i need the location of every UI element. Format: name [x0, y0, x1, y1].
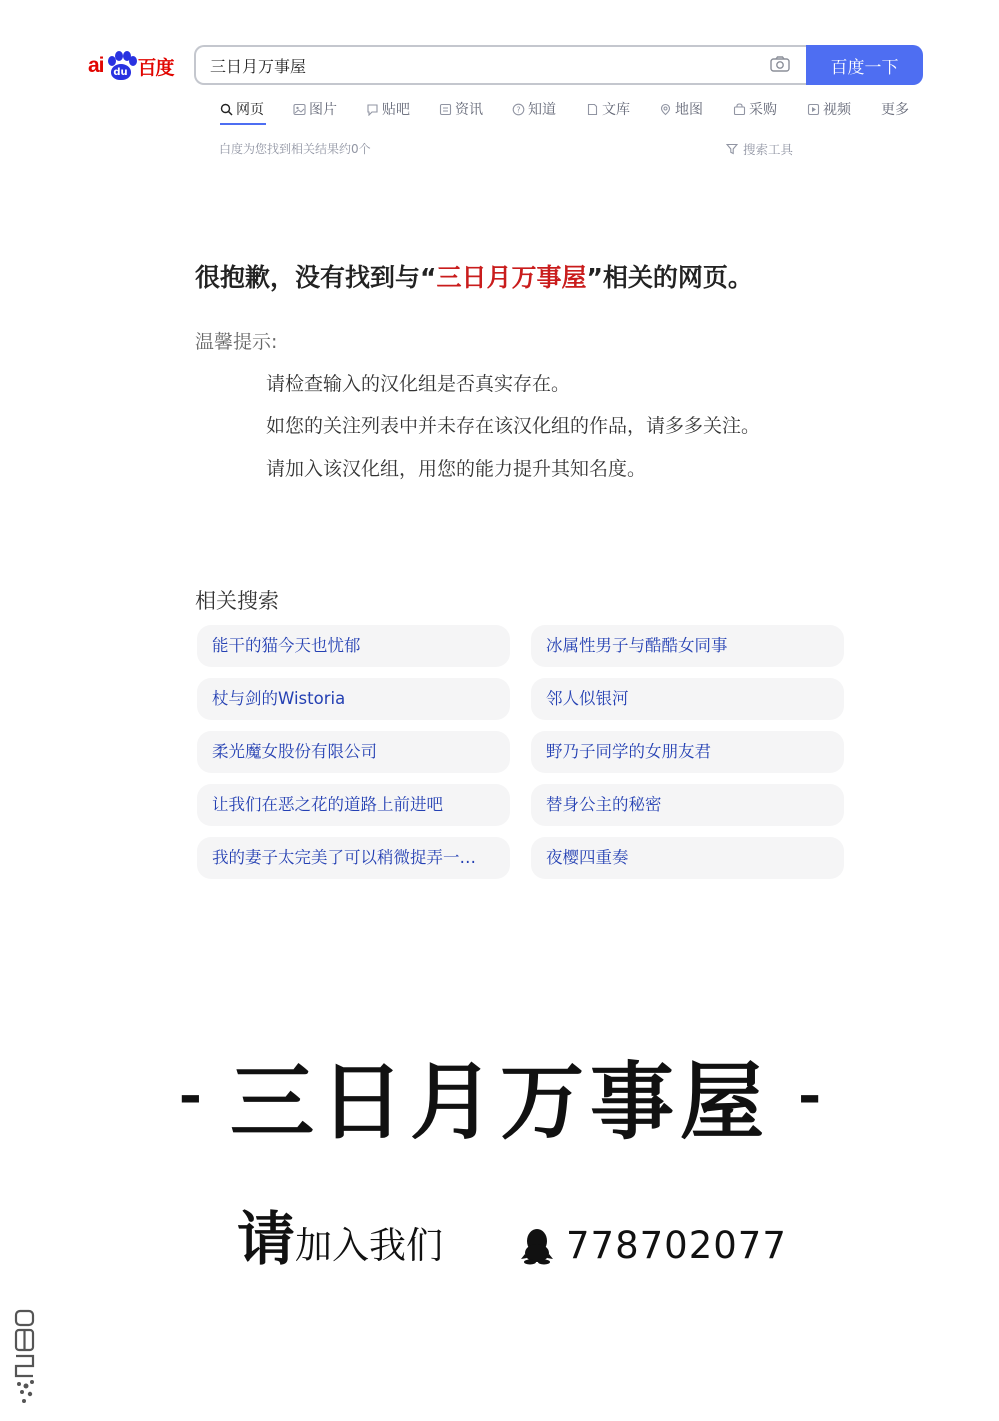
question-icon — [512, 103, 525, 116]
image-icon — [293, 103, 306, 116]
tab-label: 采购 — [749, 102, 777, 118]
tieba-icon — [366, 103, 379, 116]
tab-purchase[interactable] — [733, 98, 777, 120]
video-icon — [807, 103, 820, 116]
banner-title: 三日月万事屋 — [229, 1051, 770, 1151]
search-icon — [220, 103, 233, 116]
tab-tieba[interactable] — [366, 98, 410, 120]
no-result-heading — [195, 258, 753, 294]
banner-dash-right: - — [798, 1062, 822, 1128]
logo-du-text: du — [111, 64, 131, 80]
related-search-title: 相关搜索 — [195, 589, 279, 613]
news-icon — [439, 103, 452, 116]
tab-web[interactable] — [220, 98, 264, 120]
no-result-keyword: 三日月万事屋 — [436, 263, 587, 292]
tab-label: 视频 — [823, 102, 851, 118]
related-search-item[interactable]: 让我们在恶之花的道路上前进吧 — [197, 784, 510, 826]
search-box — [194, 45, 806, 85]
tab-label: 资讯 — [455, 102, 483, 118]
qq-contact — [520, 1224, 787, 1267]
logo-ai-text: ai — [88, 54, 104, 77]
tips-title: 温馨提示: — [195, 331, 278, 353]
group-banner — [160, 1040, 840, 1150]
baidu-logo[interactable] — [88, 46, 174, 86]
related-search-item[interactable]: 冰属性男子与酷酷女同事 — [531, 625, 844, 667]
tab-map[interactable] — [659, 98, 703, 120]
join-rest: 加入我们 — [295, 1224, 444, 1267]
tab-label: 网页 — [236, 102, 264, 118]
join-us-text — [237, 1206, 443, 1272]
related-search-item[interactable]: 柔光魔女股份有限公司 — [197, 731, 510, 773]
purchase-icon — [733, 103, 746, 116]
join-first-char: 请 — [237, 1205, 296, 1273]
search-input[interactable] — [210, 47, 750, 83]
doc-icon — [586, 103, 599, 116]
tab-news[interactable] — [439, 98, 483, 120]
logo-cn-text: 百度 — [137, 56, 174, 79]
tab-label: 图片 — [309, 102, 337, 118]
svg-text:?: ? — [516, 104, 521, 114]
tab-label: 知道 — [528, 102, 556, 118]
search-tools-button[interactable] — [726, 140, 793, 158]
tab-label: 贴吧 — [382, 102, 410, 118]
search-tabs — [218, 98, 918, 128]
map-icon — [659, 103, 672, 116]
qq-penguin-icon — [520, 1227, 554, 1265]
related-search-item[interactable]: 邻人似银河 — [531, 678, 844, 720]
tab-video[interactable] — [807, 98, 851, 120]
active-tab-indicator — [220, 123, 266, 125]
banner-dash-left: - — [178, 1062, 202, 1128]
result-count: 白度为您找到相关结果约0个 — [219, 142, 371, 156]
no-result-prefix: 很抱歉，没有找到与“ — [195, 263, 437, 292]
tab-label: 文库 — [602, 102, 630, 118]
site-watermark-logo — [10, 1308, 40, 1408]
tip-item: 请加入该汉化组，用您的能力提升其知名度。 — [266, 458, 647, 480]
filter-icon — [726, 143, 738, 155]
qq-number: 778702077 — [566, 1224, 787, 1267]
related-search-item[interactable]: 替身公主的秘密 — [531, 784, 844, 826]
related-search-item[interactable]: 能干的猫今天也忧郁 — [197, 625, 510, 667]
paw-icon — [106, 51, 136, 81]
tip-item: 如您的关注列表中并未存在该汉化组的作品，请多多关注。 — [266, 415, 761, 437]
tab-images[interactable] — [293, 98, 337, 120]
related-search-item[interactable]: 夜樱四重奏 — [531, 837, 844, 879]
search-button[interactable]: 百度一下 — [806, 45, 923, 85]
tab-zhidao[interactable] — [512, 98, 556, 120]
no-result-suffix: ”相关的网页。 — [586, 263, 753, 292]
tab-label: 地图 — [675, 102, 703, 118]
tab-label: 更多 — [881, 102, 909, 118]
related-search-item[interactable]: 野乃子同学的女朋友君 — [531, 731, 844, 773]
search-tools-label: 搜索工具 — [743, 142, 794, 157]
camera-icon[interactable] — [770, 56, 790, 72]
related-search-item[interactable]: 我的妻子太完美了可以稍微捉弄一… — [197, 837, 510, 879]
related-search-item[interactable]: 杖与剑的Wistoria — [197, 678, 510, 720]
tab-more[interactable] — [881, 98, 909, 120]
tip-item: 请检查输入的汉化组是否真实存在。 — [266, 373, 571, 395]
tab-wenku[interactable] — [586, 98, 630, 120]
